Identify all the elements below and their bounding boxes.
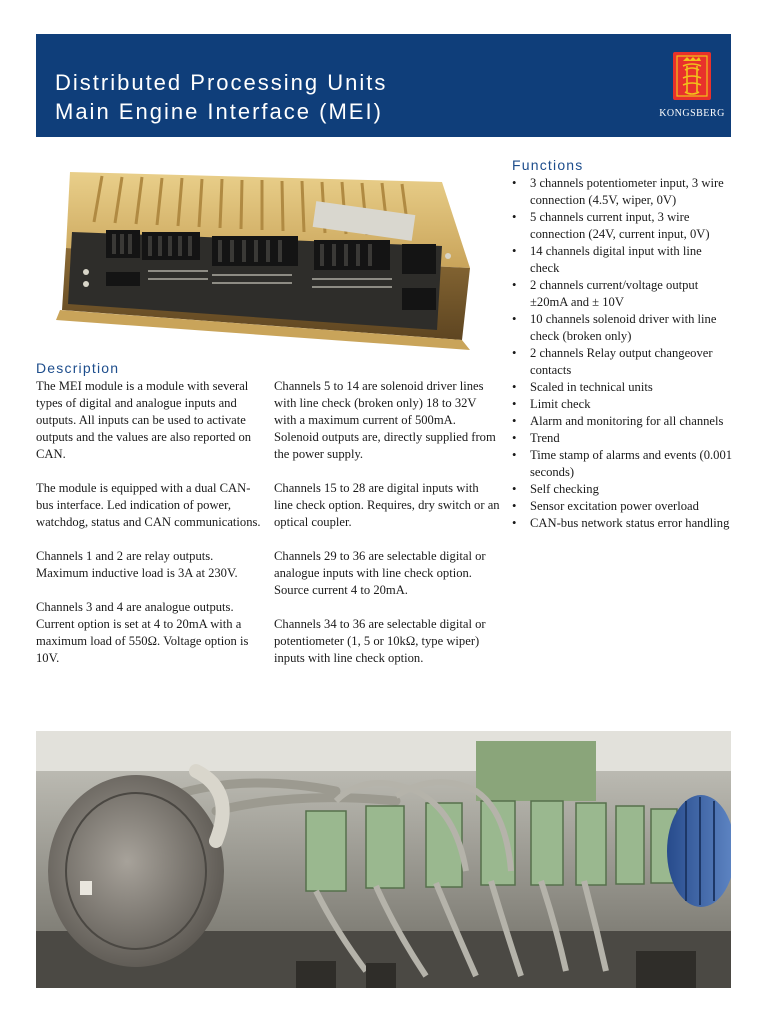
title-line-1: Distributed Processing Units [55,70,388,95]
brand-name: KONGSBERG [659,108,725,119]
function-item: • Self checking [512,481,734,498]
function-item: • CAN-bus network status error handling [512,515,734,532]
page-title [55,68,387,126]
description-heading: Description [36,360,120,376]
function-item: • 10 channels solenoid driver with line check (broken only) [512,311,734,345]
function-item: • 2 channels Relay output changeover contacts [512,345,734,379]
kongsberg-logo [654,50,725,126]
description-column-2 [274,378,500,684]
function-item: • 3 channels potentiometer input, 3 wire connection (4.5V, wiper, 0V) [512,175,734,209]
function-item: • 5 channels current input, 3 wire connection (24V, current input, 0V) [512,209,734,243]
function-item: • Sensor excitation power overload [512,498,734,515]
mei-module-photo [42,160,472,352]
function-item: • Trend [512,430,734,447]
function-item: • Alarm and monitoring for all channels [512,413,734,430]
description-paragraph: Channels 34 to 36 are selectable digital or potentiometer (1, 5 or 10kΩ, type wiper) inputs with line check option. [274,617,486,665]
engine-room-photo [36,731,731,988]
function-item: • Scaled in technical units [512,379,734,396]
functions-list [512,175,734,532]
description-paragraph: The module is equipped with a dual CAN-bus interface. Led indication of power, watchdog, status and CAN communications. [36,481,261,529]
description-column-1 [36,378,262,684]
function-item: • 2 channels current/voltage output ±20mA and ± 10V [512,277,734,311]
function-item: • Time stamp of alarms and events (0.001 seconds) [512,447,734,481]
description-paragraph: Channels 29 to 36 are selectable digital or analogue inputs with line check option. Source current 4 to 20mA. [274,549,486,597]
header-banner [36,34,731,137]
description-paragraph: The MEI module is a module with several types of digital and analogue inputs and outputs. All inputs can be used to activate outputs and the values are also reported on CAN. [36,379,252,461]
function-item: • 14 channels digital input with line check [512,243,734,277]
description-paragraph: Channels 5 to 14 are solenoid driver lines with line check (broken only) 18 to 32V with a maximum current of 500mA. Solenoid outputs are, directly supplied from the power supply. [274,379,496,461]
function-item: • Limit check [512,396,734,413]
description-paragraph: Channels 1 and 2 are relay outputs. Maximum inductive load is 3A at 230V. [36,549,238,580]
functions-heading: Functions [512,157,584,173]
crest-icon [673,52,711,100]
description-paragraph: Channels 15 to 28 are digital inputs with line check option. Requires, dry switch or an optical coupler. [274,481,500,529]
title-line-2: Main Engine Interface (MEI) [55,99,383,124]
description-paragraph: Channels 3 and 4 are analogue outputs. Current option is set at 4 to 20mA with a maximum load of 550Ω. Voltage option is 10V. [36,600,249,665]
